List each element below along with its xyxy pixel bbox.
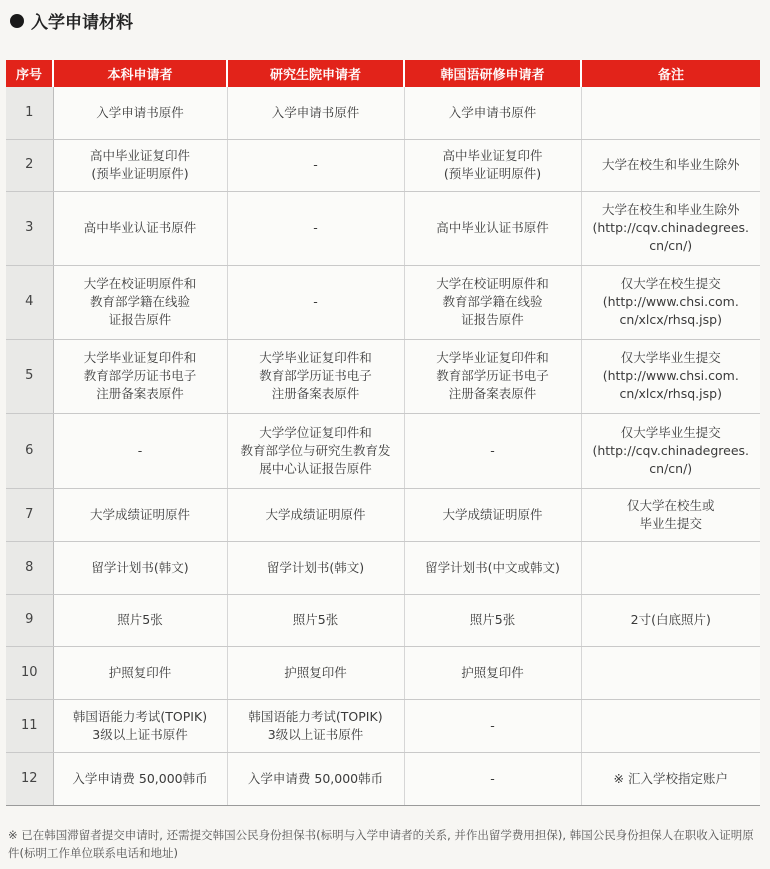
cell-note: 仅大学毕业生提交 (http://www.chsi.com. cn/xlcx/rhsq.jsp) <box>581 339 760 413</box>
table-row <box>6 752 760 805</box>
cell-graduate: 大学成绩证明原件 <box>227 488 404 541</box>
cell-note: 大学在校生和毕业生除外 (http://cqv.chinadegrees. cn/cn/) <box>581 191 760 265</box>
header-undergraduate: 本科申请者 <box>53 60 227 87</box>
row-number: 8 <box>6 541 53 594</box>
row-number: 10 <box>6 646 53 699</box>
cell-graduate: - <box>227 139 404 191</box>
row-number: 3 <box>6 191 53 265</box>
cell-korean-language: 留学计划书(中文或韩文) <box>404 541 581 594</box>
cell-undergraduate: 大学在校证明原件和 教育部学籍在线验 证报告原件 <box>53 265 227 339</box>
cell-graduate: 留学计划书(韩文) <box>227 541 404 594</box>
table-row <box>6 339 760 413</box>
table-row <box>6 413 760 488</box>
header-korean-language: 韩国语研修申请者 <box>404 60 581 87</box>
row-number: 11 <box>6 699 53 752</box>
cell-undergraduate: 入学申请费 50,000韩币 <box>53 752 227 805</box>
table-row <box>6 488 760 541</box>
cell-graduate: 入学申请费 50,000韩币 <box>227 752 404 805</box>
table-row <box>6 699 760 752</box>
cell-korean-language: - <box>404 752 581 805</box>
cell-note <box>581 646 760 699</box>
table-row <box>6 191 760 265</box>
row-number: 7 <box>6 488 53 541</box>
section-heading <box>10 8 133 33</box>
cell-undergraduate: 大学成绩证明原件 <box>53 488 227 541</box>
cell-note: 仅大学在校生提交 (http://www.chsi.com. cn/xlcx/rhsq.jsp) <box>581 265 760 339</box>
cell-note <box>581 541 760 594</box>
section-title: 入学申请材料 <box>31 13 133 33</box>
cell-note: 大学在校生和毕业生除外 <box>581 139 760 191</box>
cell-korean-language: - <box>404 699 581 752</box>
cell-note <box>581 87 760 139</box>
row-number: 9 <box>6 594 53 646</box>
row-number: 4 <box>6 265 53 339</box>
cell-note: 仅大学毕业生提交 (http://cqv.chinadegrees. cn/cn/) <box>581 413 760 488</box>
table-row <box>6 646 760 699</box>
table-row <box>6 541 760 594</box>
cell-graduate: 照片5张 <box>227 594 404 646</box>
row-number: 12 <box>6 752 53 805</box>
cell-graduate: 入学申请书原件 <box>227 87 404 139</box>
materials-table <box>6 60 760 806</box>
cell-korean-language: 入学申请书原件 <box>404 87 581 139</box>
cell-graduate: 大学学位证复印件和 教育部学位与研究生教育发 展中心认证报告原件 <box>227 413 404 488</box>
cell-note: 2寸(白底照片) <box>581 594 760 646</box>
header-graduate: 研究生院申请者 <box>227 60 404 87</box>
header-note: 备注 <box>581 60 760 87</box>
cell-note <box>581 699 760 752</box>
table-row <box>6 265 760 339</box>
cell-note: 仅大学在校生或 毕业生提交 <box>581 488 760 541</box>
table-row <box>6 139 760 191</box>
cell-korean-language: 高中毕业证复印件 (预毕业证明原件) <box>404 139 581 191</box>
cell-korean-language: 大学成绩证明原件 <box>404 488 581 541</box>
row-number: 2 <box>6 139 53 191</box>
cell-undergraduate: - <box>53 413 227 488</box>
cell-korean-language: - <box>404 413 581 488</box>
footnote: ※ 已在韩国滞留者提交申请时, 还需提交韩国公民身份担保书(标明与入学申请者的关系, 并作出留学费用担保), 韩国公民身份担保人在职收入证明原件(标明工作单位联系电话和地址) <box>8 828 754 860</box>
cell-undergraduate: 护照复印件 <box>53 646 227 699</box>
cell-graduate: - <box>227 265 404 339</box>
cell-undergraduate: 高中毕业证复印件 (预毕业证明原件) <box>53 139 227 191</box>
cell-undergraduate: 高中毕业认证书原件 <box>53 191 227 265</box>
cell-korean-language: 大学在校证明原件和 教育部学籍在线验 证报告原件 <box>404 265 581 339</box>
cell-korean-language: 高中毕业认证书原件 <box>404 191 581 265</box>
cell-undergraduate: 大学毕业证复印件和 教育部学历证书电子 注册备案表原件 <box>53 339 227 413</box>
cell-graduate: 护照复印件 <box>227 646 404 699</box>
table-row <box>6 594 760 646</box>
row-number: 1 <box>6 87 53 139</box>
cell-korean-language: 大学毕业证复印件和 教育部学历证书电子 注册备案表原件 <box>404 339 581 413</box>
cell-undergraduate: 韩国语能力考试(TOPIK) 3级以上证书原件 <box>53 699 227 752</box>
cell-undergraduate: 留学计划书(韩文) <box>53 541 227 594</box>
cell-graduate: 韩国语能力考试(TOPIK) 3级以上证书原件 <box>227 699 404 752</box>
row-number: 5 <box>6 339 53 413</box>
cell-korean-language: 照片5张 <box>404 594 581 646</box>
cell-undergraduate: 照片5张 <box>53 594 227 646</box>
cell-undergraduate: 入学申请书原件 <box>53 87 227 139</box>
cell-korean-language: 护照复印件 <box>404 646 581 699</box>
table-header-row <box>6 60 760 87</box>
table-row <box>6 87 760 139</box>
cell-graduate: 大学毕业证复印件和 教育部学历证书电子 注册备案表原件 <box>227 339 404 413</box>
row-number: 6 <box>6 413 53 488</box>
cell-graduate: - <box>227 191 404 265</box>
header-number: 序号 <box>6 60 53 87</box>
bullet-dot-icon <box>10 14 24 28</box>
cell-note: ※ 汇入学校指定账户 <box>581 752 760 805</box>
